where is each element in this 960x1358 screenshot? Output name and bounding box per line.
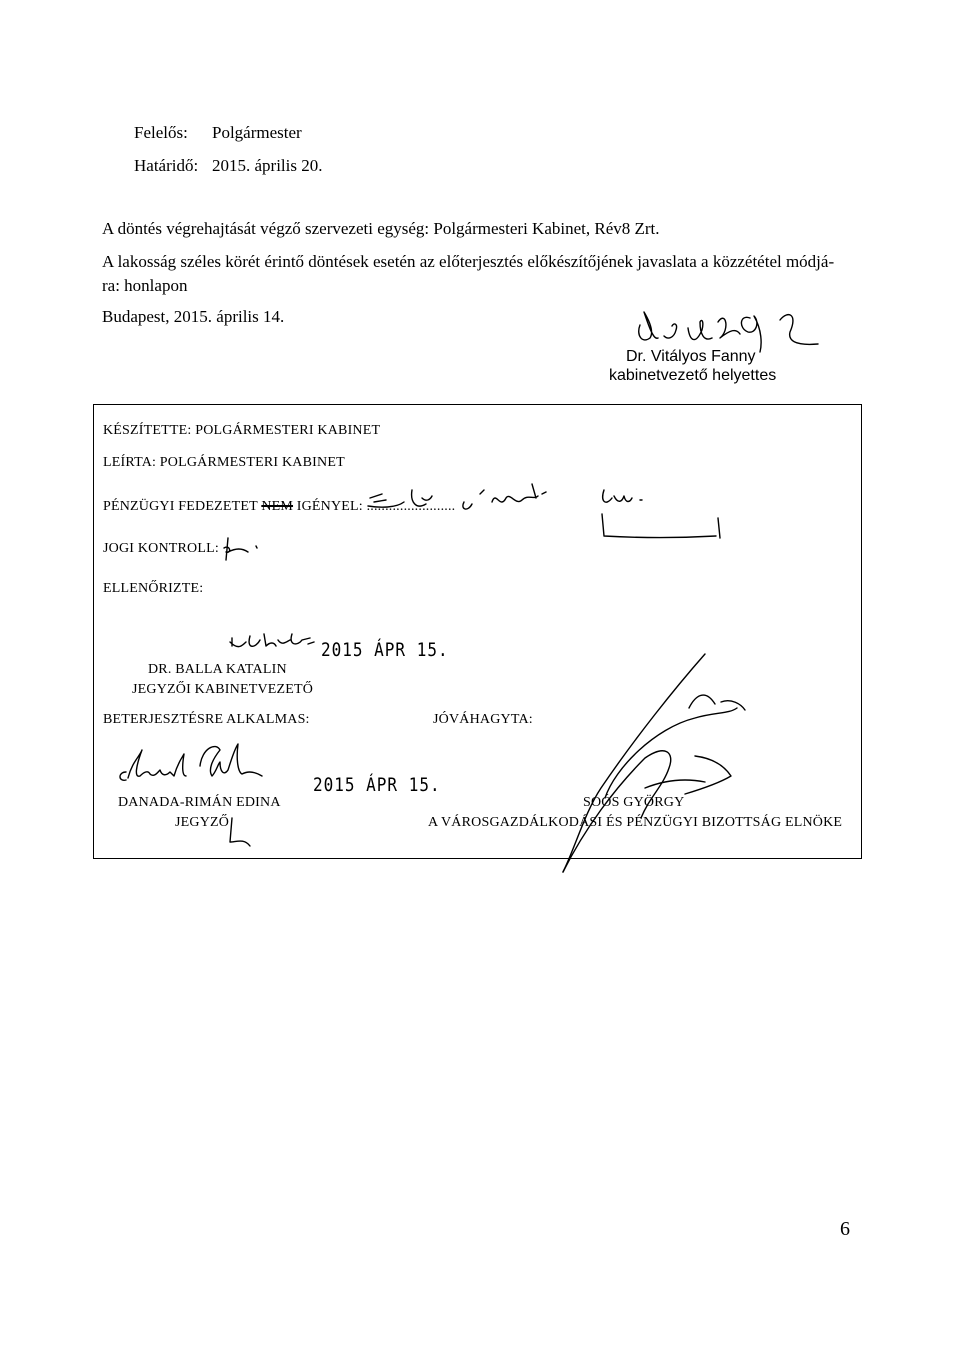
prepared-by: KÉSZÍTETTE: POLGÁRMESTERI KABINET (103, 423, 381, 438)
signer-title: kabinetvezető helyettes (609, 367, 777, 384)
place-date: Budapest, 2015. április 14. (102, 307, 285, 326)
written-by: LEÍRTA: POLGÁRMESTERI KABINET (103, 455, 345, 470)
legal-control: JOGI KONTROLL: (103, 541, 219, 556)
date-stamp-2: 2015 ÁPR 15. (313, 773, 441, 796)
checker-name: DR. BALLA KATALIN (148, 662, 287, 677)
approved-label: JÓVÁHAGYTA: (433, 712, 533, 727)
executing-unit: A döntés végrehajtását végző szervezeti egység: Polgármesteri Kabinet, Rév8 Zrt. (102, 219, 660, 238)
checked-by: ELLENŐRIZTE: (103, 581, 204, 596)
deadline-label: Határidő: (134, 156, 199, 175)
signer-name: Dr. Vitályos Fanny (626, 348, 756, 365)
financial-prefix: PÉNZÜGYI FEDEZETET (103, 499, 262, 514)
signature-soos (545, 648, 785, 878)
publication-line-1: A lakosság széles körét érintő döntések esetén az előterjesztés előkészítőjének javaslata a közzététel módjá- (102, 252, 835, 271)
deadline-value: 2015. április 20. (212, 156, 323, 175)
page-number: 6 (840, 1218, 850, 1240)
responsible-label: Felelős: (134, 123, 188, 142)
checker-title: JEGYZŐI KABINETVEZETŐ (132, 682, 314, 697)
financial-dots: ........................ (366, 499, 456, 514)
financial-struck-word: NEM (261, 499, 294, 514)
responsible-value: Polgármester (212, 123, 302, 142)
signature-balla (228, 628, 318, 658)
financial-suffix: IGÉNYEL: (293, 499, 367, 514)
financial-handwriting (360, 480, 690, 550)
date-stamp-1: 2015 ÁPR 15. (321, 638, 449, 661)
suitable-label: BETERJESZTÉSRE ALKALMAS: (103, 712, 310, 727)
legal-control-initials (222, 534, 262, 564)
chair-name: SOÓS GYÖRGY (583, 795, 685, 810)
chair-title: A VÁROSGAZDÁLKODÁSI ÉS PÉNZÜGYI BIZOTTSÁG ELNÖKE (428, 815, 843, 830)
publication-line-2: ra: honlapon (102, 276, 188, 295)
notary-title: JEGYZŐ (175, 815, 230, 830)
notary-name: DANADA-RIMÁN EDINA (118, 795, 281, 810)
